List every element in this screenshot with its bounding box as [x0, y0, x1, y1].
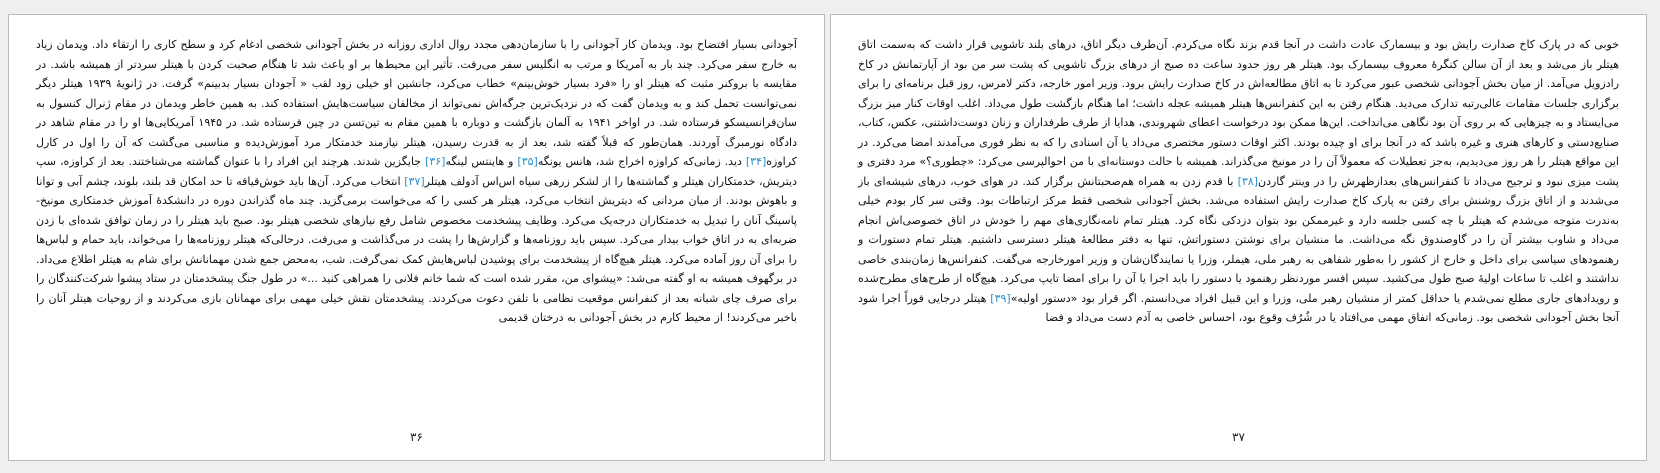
footnote-link[interactable]: [۳۵]: [517, 155, 538, 168]
footnote-link[interactable]: [۳۴]: [745, 155, 767, 168]
text-run: هیتلر درجایی فوراً اجرا شود آنجا بخش آجودانی شخصی بود. زمانی‌که اتفاق مهمی می‌افتاد یا در شُرُف وقوع بود، احساس خاصی به آدم دست می‌داد و فضا: [858, 291, 1619, 324]
text-run: خوبی که در پارک کاخ صدارت رایش بود و بیسمارک عادت داشت در آنجا قدم بزند نگاه می‌کردم. آن‌طرف دیگر اتاق، درهای بلند تاشویی قرار داشت که به‌سمت اتاق هیتلر باز می‌شد و بعد از آن سالن کنگرهٔ معروف بیسمارک بود. هیتلر هر روز حدود ساعت ده صبح از درهای بزرگ تاشویی که پشت سر من بود از آپارتمانش در کاخ رادزویل می‌آمد. از میان بخش آجودانی شخصی عبور می‌کرد تا به اتاق مطالعه‌اش در کاخ صدارت رایش برود. وزیر امور خارجه، دکتر لامرس، روز قبل برنامه‌ای را برای برگزاری جلسات مقامات عالی‌رتبه تدارک می‌دید. هنگام رفتن به این کنفرانس‌ها هیتلر همیشه عجله داشت؛ اما هنگام بازگشت طول می‌داد. اغلب اوقات کنار میز بزرگ می‌ایستاد و به چیزهایی که بر روی آن بود نگاهی می‌انداخت. این‌ها ممکن بود درخواست اعطای شهروندی، هدایا از طرف طرفداران و زنان دوست‌داشتنی، عکس، کتاب، صنایع‌دستی و کارهای هنری و غیره باشد که در آنجا برای او چیده بودند. اکثر اوقات دستور مختصری می‌داد یا آن اسنادی را که به نظر فوری می‌آمدند امضا می‌کرد. در این مواقع هیتلر را هر روز می‌دیدیم، به‌جز تعطیلات که معمولاً آن را در مونیخ می‌گذراند. همیشه با حالت دوستانه‌ای با من احوالپرسی می‌کرد: «چطوری؟» مرد دفتری و پشت میزی نبود و ترجیح می‌داد تا کنفرانس‌های بعدازظهرش را در وینتر گاردن: [858, 38, 1619, 188]
page-body: [36, 35, 797, 328]
text-run: جایگزین شدند. هرچند این افراد را با عنوان گماشته می‌شناختند. بعد از کراوزه، سپ دیتریش، خدمتکاران هیتلر و گماشته‌ها را از لشکر زرهی سیاه اس‌اس آدولف هیتلر: [36, 155, 797, 188]
text-run: آجودانی بسیار افتضاح بود. ویدمان کار آجودانی را با سازمان‌دهی مجدد روال اداری روزانه در بخش آجودانی شخصی ادغام کرد و سطح کاری را ارتقاء داد. ویدمان زیاد به خارج سفر می‌کرد. چند بار به آمریکا و مرتب به انگلیس سفر می‌رفت. تأثیر این محیط‌ها بر او باعث شد تا هنگام صحبت کردن با هیتلر سردتر از همیشه باشد. در مقایسه با بروکنر مثبت که هیتلر او را «فرد بسیار خوش‌بینم» خطاب می‌کرد، جانشین او خیلی زود لقب « آجودان بسیار بدبینم» گرفت. در ژانویهٔ ۱۹۳۹ هیتلر دیگر نمی‌توانست تحمل کند و به ویدمان گفت که در نزدیک‌ترین جرگه‌اش نمی‌تواند از مخالفان سیاست‌هایش استفاده کند. به همین خاطر ویدمان در مقام ژنرال کنسول به سان‌فرانسیسکو فرستاده شد. در اواخر ۱۹۴۱ به آلمان بازگشت و دوباره با همین مقام به تین‌تسن در چین فرستاده شد. در ۱۹۴۵ آمریکایی‌ها او را در مقام شاهد در دادگاه نورمبرگ آوردند. همان‌طور که قبلاً گفته شد، بعد از به قدرت رسیدن، هیتلر نیازمند خدمتکار مرد آموزش‌دیده و مناسبی می‌گشت که آن را اول در کارل کراوزه: [36, 38, 798, 168]
page-number: ۳۷: [1232, 430, 1245, 444]
page-number: ۳۶: [410, 430, 423, 444]
text-run: دید. زمانی‌که کراوزه اخراج شد، هانس یونگه: [537, 155, 746, 168]
text-run: انتخاب می‌کرد. آن‌ها باید خوش‌قیافه تا حد امکان قد بلند، بلوند، چشم آبی و توانا و باهوش بودند. از میان مردانی که دیتریش انتخاب می‌کرد، هیتلر هر کسی را که می‌خواست برمی‌گزید. چند ماه گذراندن دوره در دانشکدهٔ آموزش خدمتکاری مونیخ-پاسینگ آنان را تبدیل به خدمتکاران درجه‌یک می‌کرد. وظایف پیشخدمت مخصوص شامل رفع نیازهای شخصی هیتلر بود. صبح باید هیتلر را در زمان توافق شده‌ای با زدن ضربه‌ای به در اتاق خواب بیدار می‌کرد. سپس باید روزنامه‌ها و گزارش‌ها را پشت در می‌گذاشت و می‌رفت. درحالی‌که هیتلر روزنامه‌ها را می‌خواند، باید حمام و لباس‌ها را برای آن روز آماده می‌کرد. هیتلر هیچ‌گاه از پیشخدمت برای پوشیدن لباس‌هایش کمک نمی‌گرفت. شب، به‌محض جمع شدن مهمانانش برای شام به هیتلر اطلاع می‌داد. در برگهوف همیشه به او گفته می‌شد: «پیشوای من، مقرر شده است که شما خانم فلانی را همراهی کنید ...» در طول جنگ پیشخدمتان در ستاد پیشوا شرکت‌کنندگان را برای صرف چای شبانه بعد از کنفرانس موقعیت نظامی با تلفن دعوت می‌کردند. پیشخدمتان نقش خیلی مهمی برای مهمانان بازی می‌کردند و از روحیات هیتلر آنان را باخبر می‌کردند! از محیط کارم در بخش آجودانی به درختان قدیمی: [36, 174, 797, 324]
page-37: [830, 14, 1647, 461]
page-body: [858, 35, 1619, 328]
footnote-link[interactable]: [۳۹]: [990, 291, 1011, 305]
footnote-link[interactable]: [۳۷]: [404, 174, 425, 188]
footnote-link[interactable]: [۳۶]: [425, 155, 446, 168]
footnote-link[interactable]: [۳۸]: [1237, 174, 1258, 188]
page-36: [8, 14, 825, 461]
paragraph: [858, 35, 1619, 328]
paragraph: [36, 35, 797, 328]
text-run: با قدم زدن به همراه هم‌صحبتانش برگزار کند. در هوای خوب، درهای شیشه‌ای باز می‌شدند و از اتاق بزرگ روشنش برای رفتن به پارک کاخ صدارت رایش استفاده می‌شد. بخش آجودانی شخصی فقط مرکز ارتباطات بود. وقتی سر کار بودم خیلی به‌ندرت متوجه می‌شدم که هیتلر با چه کسی جلسه دارد و غیرممکن بود بتوان دزدکی نگاه کرد. هیتلر تمام نامه‌نگاری‌های مهم را خودش در اتاق خصوصی‌اش انجام می‌داد و شاوب بیشتر آن را در گاوصندوق نگه می‌داشت. ما منشیان برای نوشتن دستوراتش، تنها به دفتر مطالعهٔ هیتلر دسترسی داشتیم. هیتلر تمام دستورات و رهنمودهای سیاسی برای داخل و خارج از کشور را به‌طور شفاهی به رهبر ملی، هیملر، وزرا یا نمایندگان‌شان و وزیر امورخارجه می‌گفت. کنفرانس‌ها زمان‌بندی خاصی نداشتند و اغلب تا ساعات اولیهٔ صبح طول می‌کشید. سپس افسر موردنظر رهنمود یا دستور را باید اجرا یا آن را برای امضا تایپ می‌کرد. هیچ‌گاه از طرح‌های مطرح‌شده و رویدادهای جاری مطلع نمی‌شدم یا حداقل کمتر از منشیان رهبر ملی، وزرا و این قبیل افراد می‌دانستم. اگر قرار بود «دستور اولیه»: [858, 174, 1619, 305]
text-run: و هاینتس لینگه: [445, 155, 518, 168]
